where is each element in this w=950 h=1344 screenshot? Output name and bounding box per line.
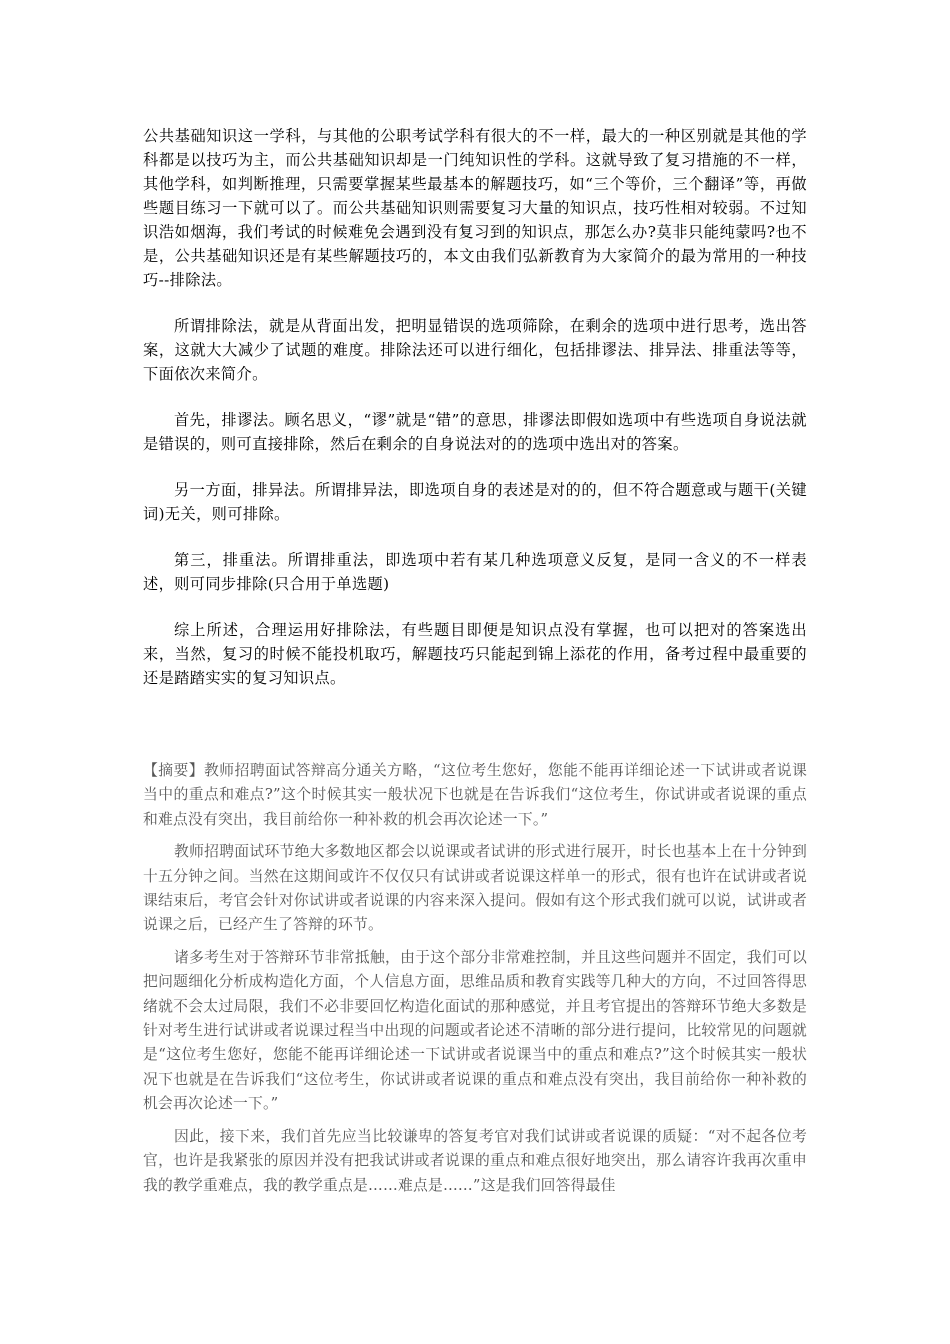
method-two-paragraph: 另一方面，排异法。所谓排异法，即选项自身的表述是对的的，但不符合题意或与题干(关键词)无关，则可排除。 — [143, 481, 807, 523]
definition-paragraph: 所谓排除法，就是从背面出发，把明显错误的选项筛除，在剩余的选项中进行思考，选出答案，这就大大减少了试题的难度。排除法还可以进行细化，包括排谬法、排异法、排重法等等，下面依次来简介。 — [143, 317, 807, 383]
method-one-paragraph: 首先，排谬法。顾名思义，“谬”就是“错”的意思，排谬法即假如选项中有些选项自身说法就是错误的，则可直接排除，然后在剩余的自身说法对的的选项中选出对的答案。 — [143, 411, 807, 453]
abstract-paragraph: 【摘要】教师招聘面试答辩高分通关方略，“这位考生您好，您能不能再详细论述一下试讲或者说课当中的重点和难点?”这个时候其实一般状况下也就是在告诉我们“这位考生，你试讲或者说课的重点和难点没有突出，我目前给你一种补救的机会再次论述一下。” — [143, 762, 807, 828]
intro-paragraph: 公共基础知识这一学科，与其他的公职考试学科有很大的不一样，最大的一种区别就是其他的学科都是以技巧为主，而公共基础知识却是一门纯知识性的学科。这就导致了复习措施的不一样，其他学科，如判断推理，只需要掌握某些最基本的解题技巧，如“三个等价，三个翻译”等，再做些题目练习一下就可以了。而公共基础知识则需要复习大量的知识点，技巧性相对较弱。不过知识浩如烟海，我们考试的时候难免会遇到没有复习到的知识点，那怎么办?莫非只能纯蒙吗?也不是，公共基础知识还是有某些解题技巧的，本文由我们弘新教育为大家简介的最为常用的一种技巧--排除法。 — [143, 127, 807, 289]
article-section-interview-defense — [143, 759, 807, 1206]
method-three-paragraph: 第三，排重法。所谓排重法，即选项中若有某几种选项意义反复，是同一含义的不一样表述，则可同步排除(只合用于单选题) — [143, 551, 807, 593]
interview-format-paragraph: 教师招聘面试环节绝大多数地区都会以说课或者试讲的形式进行展开，时长也基本上在十分钟到十五分钟之间。当然在这期间或许不仅仅只有试讲或者说课这样单一的形式，很有也许在试讲或者说课结束后，考官会针对你试讲或者说课的内容来深入提问。假如有这个形式我们就可以说，试讲或者说课之后，已经产生了答辩的环节。 — [143, 843, 807, 934]
defense-difficulty-paragraph: 诸多考生对于答辩环节非常抵触，由于这个部分非常难控制，并且这些问题并不固定，我们可以把问题细化分析成构造化方面，个人信息方面，思维品质和教育实践等几种大的方向，不过回答得思绪就不会太过局限，我们不必非要回忆构造化面试的那种感觉，并且考官提出的答辩环节绝大多数是针对考生进行试讲或者说课过程当中出现的问题或者论述不清晰的部分进行提问，比较常见的问题就是“这位考生您好，您能不能再详细论述一下试讲或者说课当中的重点和难点?”这个时候其实一般状况下也就是在告诉我们“这位考生，你试讲或者说课的重点和难点没有突出，我目前给你一种补救的机会再次论述一下。” — [143, 948, 807, 1113]
article-section-elimination-method — [143, 124, 807, 712]
conclusion-paragraph: 综上所述，合理运用好排除法，有些题目即便是知识点没有掌握，也可以把对的答案选出来，当然，复习的时候不能投机取巧，解题技巧只能起到锦上添花的作用，备考过程中最重要的还是踏踏实实的复习知识点。 — [143, 621, 807, 687]
answer-strategy-paragraph: 因此，接下来，我们首先应当比较谦卑的答复考官对我们试讲或者说课的质疑：“对不起各位考官，也许是我紧张的原因并没有把我试讲或者说课的重点和难点很好地突出，那么请容许我再次重申我的教学重难点，我的教学重点是……难点是……”这是我们回答得最佳 — [143, 1127, 807, 1194]
